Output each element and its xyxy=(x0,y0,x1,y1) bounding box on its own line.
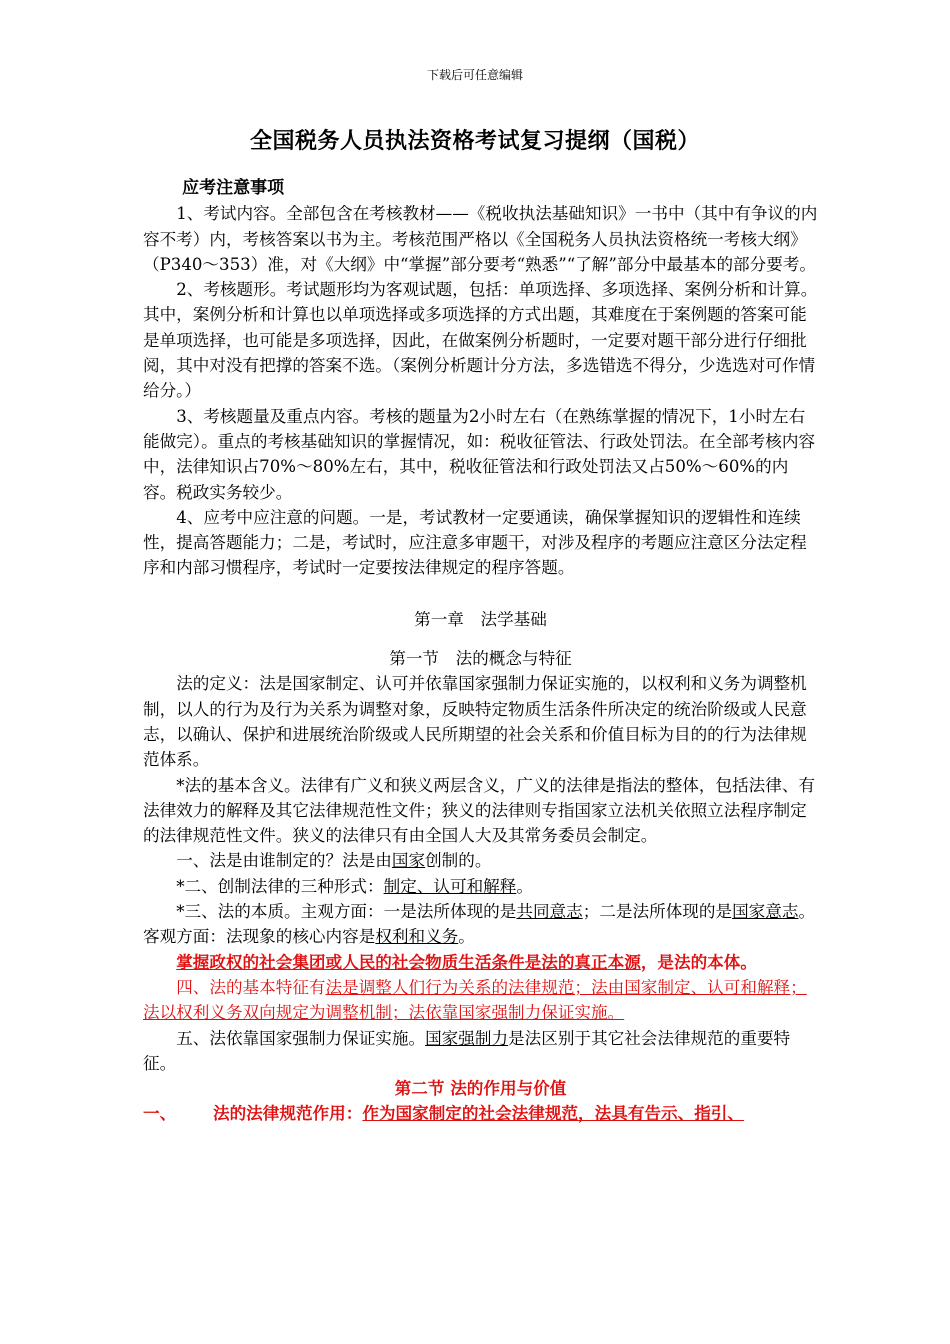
document-body xyxy=(143,176,818,1127)
red-paragraph-origin xyxy=(143,950,818,975)
point-1-underline: 国家 xyxy=(391,851,426,871)
point-3-underline-1: 共同意志 xyxy=(516,902,583,922)
notice-item-3: 3、考核题量及重点内容。考核的题量为2小时左右（在熟练掌握的情况下，1小时左右能做完）。重点的考核基础知识的掌握情况，如：税收征管法、行政处罚法。在全部考核内容中，法律知识占70%～80%左右，其中，税收征管法和行政处罚法又占50%～60%的内容。税政实务较少。 xyxy=(143,406,816,502)
point-3-text-a: *三、法的本质。主观方面：一是法所体现的是 xyxy=(176,902,517,922)
point-2 xyxy=(143,874,818,899)
point-1 xyxy=(143,848,818,873)
point-3-text-d: 。 xyxy=(458,927,475,947)
point-3-text-c: 。客观方面：法现象的核心内容是 xyxy=(143,902,816,947)
item-1-normative-role xyxy=(143,1101,818,1126)
notice-heading: 应考注意事项 xyxy=(182,178,285,198)
notice-item-2: 2、考核题形。考试题形均为客观试题，包括：单项选择、多项选择、案例分析和计算。其中，案例分析和计算也以单项选择或多项选择的方式出题，其难度在于案例题的答案可能是单项选择，也可能是多项选择，因此，在做案例分析题时，一定要对题干部分进行仔细批阅，其中对没有把撑的答案不选。（案例分析题计分方法，多选错选不得分，少选选对可作情给分。） xyxy=(143,280,818,401)
point-3 xyxy=(143,899,818,950)
point-5-text-end: 是法区别于其它社会法律规范的重要特征。 xyxy=(143,1028,791,1073)
red-paragraph-underline: 掌握政权的社会集团或人民的社会物质生活条件是法的真正本源 xyxy=(176,951,641,972)
point-5-text: 五、法依靠国家强制力保证实施。 xyxy=(176,1028,426,1048)
item-1-number: 一、 xyxy=(143,1103,177,1124)
point-5-underline: 国家强制力 xyxy=(425,1028,509,1048)
point-4 xyxy=(143,975,818,1026)
point-3-text-b: ；二是法所体现的是 xyxy=(582,902,733,922)
point-2-underline: 制定、认可和解释 xyxy=(383,876,517,896)
chapter-title: 第一章 法学基础 xyxy=(414,609,547,629)
law-basic-meaning: *法的基本含义。法律有广义和狭义两层含义，广义的法律是指法的整体，包括法律、有法律效力的解释及其它法律规范性文件；狭义的法律则专指国家立法机关依照立法程序制定的法律规范性文件。狭义的法律只有由全国人大及其常务委员会制定。 xyxy=(143,775,816,846)
red-paragraph-end: ，是法的本体。 xyxy=(640,951,757,972)
law-definition: 法的定义：法是国家制定、认可并依靠国家强制力保证实施的，以权利和义务为调整机制，以人的行为及行为关系为调整对象，反映特定物质生活条件所决定的统治阶级或人民意志，以确认、保护和进展统治阶级或人民所期望的社会关系和价值目标为目的的行为法律规范体系。 xyxy=(143,674,807,770)
item-1-text: 法的法律规范作用： xyxy=(213,1103,363,1124)
item-1-underline: 作为国家制定的社会法律规范，法具有告示、指引、 xyxy=(362,1103,744,1124)
notice-item-4: 4、应考中应注意的问题。一是，考试教材一定要通读，确保掌握知识的逻辑性和连续性，提高答题能力；二是，考试时，应注意多审题干，对涉及程序的考题应注意区分法定程序和内部习惯程序，考试时一定要按法律规定的程序答题。 xyxy=(143,507,807,578)
download-watermark: 下载后可任意编辑 xyxy=(426,68,523,82)
section-1-title: 第一节 法的概念与特征 xyxy=(389,649,572,669)
document-title: 全国税务人员执法资格考试复习提纲（国税） xyxy=(249,129,700,154)
notice-item-1: 1、考试内容。全部包含在考核教材——《税收执法基础知识》一书中（其中有争议的内容不考）内，考核答案以书为主。考核范围严格以《全国税务人员执法资格统一考核大纲》（P340～353）准，对《大纲》中“掌握”部分要考“熟悉”“了解”部分中最基本的部分要考。 xyxy=(143,204,818,274)
point-5 xyxy=(143,1026,818,1077)
point-1-text: 一、法是由谁制定的？法是由 xyxy=(176,851,392,871)
point-4-underline: 法是调整人们行为关系的法律规范；法由国家制定、认可和解释；法以权利义务双向规定为调整机制；法依靠国家强制力保证实施。 xyxy=(143,977,807,1023)
section-2-title: 第二节 法的作用与价值 xyxy=(394,1078,567,1099)
point-4-text: 四、法的基本特征有 xyxy=(176,977,326,997)
point-1-text-end: 创制的。 xyxy=(425,851,492,871)
point-2-text: *二、创制法律的三种形式： xyxy=(176,876,384,896)
point-3-underline-2: 国家意志 xyxy=(732,902,799,922)
point-3-underline-3: 权利和义务 xyxy=(375,927,459,947)
point-2-text-end: 。 xyxy=(516,876,533,896)
